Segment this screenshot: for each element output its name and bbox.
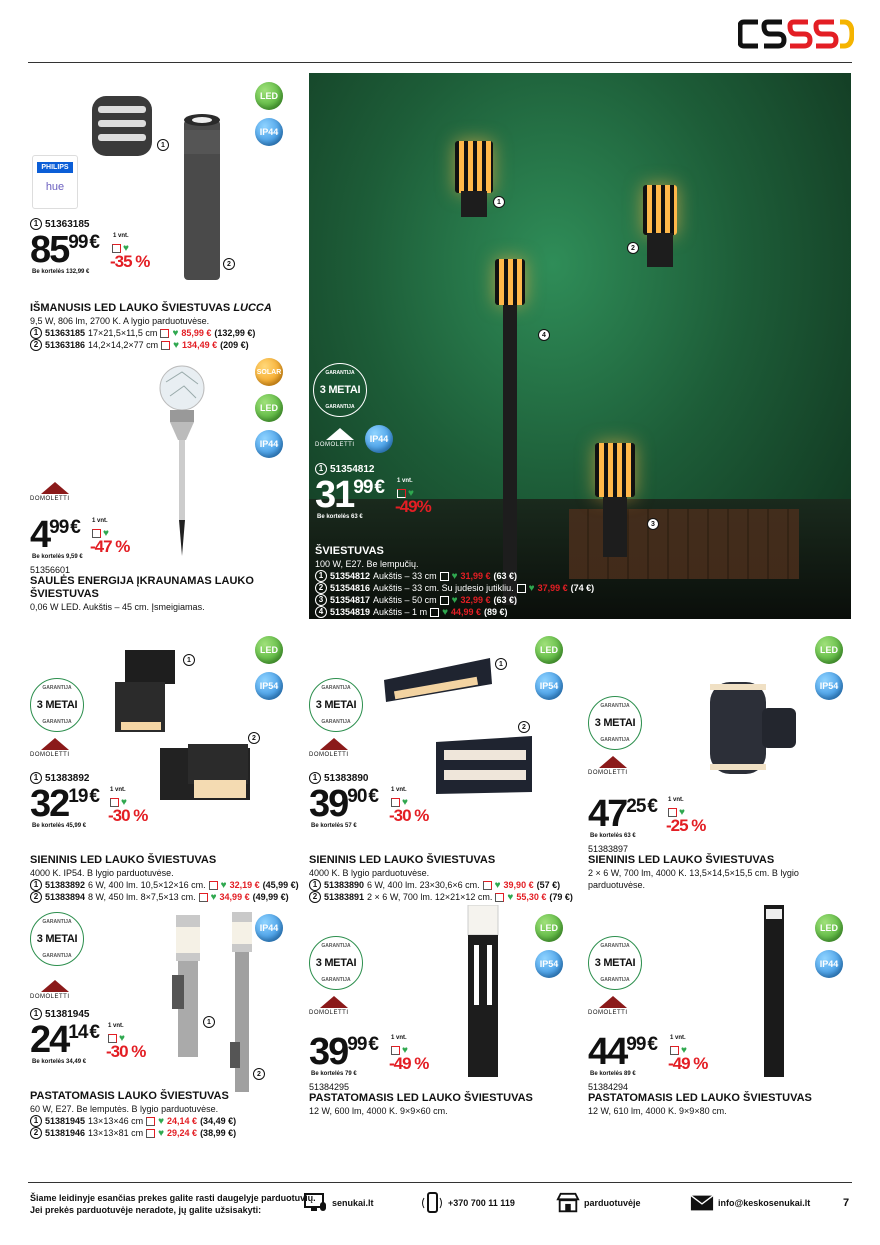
product-title: SIENINIS LED LAUKO ŠVIESTUVAS — [30, 854, 217, 866]
price-without-card: Be kortelės 132,99 € — [32, 269, 90, 275]
card-icon — [146, 1117, 155, 1126]
variant-marker-1: 1 — [493, 196, 505, 208]
price-without-card: Be kortelės 63 € — [590, 833, 636, 839]
variant-marker-1: 1 — [203, 1016, 215, 1028]
domoletti-logo: DOMOLETTI — [315, 428, 365, 454]
product-title: SAULĖS ENERGIJA ĮKRAUNAMAS LAUKO ŠVIESTUVAS — [30, 575, 254, 600]
product-lamps[interactable] — [315, 463, 615, 618]
product-desc: 0,06 W LED. Aukštis – 45 cm. Įsmeigiamas. — [30, 602, 205, 612]
unit-label: 1 vnt. — [92, 518, 108, 524]
page-number: 7 — [843, 1197, 850, 1209]
product-wall-led-2[interactable] — [309, 772, 581, 903]
sku-line: 1 51363185 — [30, 218, 300, 230]
top-divider — [28, 62, 852, 63]
discount: -30 % — [108, 806, 148, 825]
heart-icon: ♥ — [172, 327, 179, 339]
heart-icon: ♥ — [158, 1115, 165, 1127]
sku-code: 51383892 — [45, 772, 90, 784]
product-desc: 12 W, 600 lm, 4000 K. 9×9×60 cm. — [309, 1106, 448, 1116]
variant-row: 2 51381946 13×13×81 cm ♥ 29,24 € (38,99 €) — [30, 1127, 302, 1139]
product-wall-led-1[interactable] — [30, 772, 302, 903]
product-desc: 9,5 W, 806 lm, 2700 K. A lygio parduotuvėse. — [30, 316, 210, 326]
product-code: 51384295 — [309, 1082, 350, 1092]
discount: -49% — [395, 497, 431, 516]
product-image-wall-wedge — [380, 654, 496, 704]
product-image-double-cylinder — [704, 678, 800, 778]
heart-icon: ♥ — [402, 797, 408, 808]
sku-line: 1 51383892 — [30, 772, 302, 784]
footer-note-line: Jei prekės parduotuvėje neradote, jų galite užsisakyti: — [30, 1205, 262, 1215]
product-desc: 12 W, 610 lm, 4000 K. 9×9×80 cm. — [588, 1106, 727, 1116]
lamp-mount — [461, 191, 487, 217]
heart-icon: ♥ — [494, 879, 501, 891]
product-title: SIENINIS LED LAUKO ŠVIESTUVAS — [309, 854, 496, 866]
variant-row: 4 51354819 Aukštis – 1 m ♥ 44,99 € (89 €) — [315, 606, 615, 618]
price-block — [588, 1032, 858, 1080]
product-title: ŠVIESTUVAS — [315, 545, 384, 557]
warranty-badge: GARANTIJA 3 METAI GARANTIJA — [309, 678, 363, 732]
card-icon — [517, 584, 526, 593]
ip-badge: IP54 — [255, 672, 283, 700]
product-lucca[interactable] — [30, 218, 300, 351]
ip-badge: IP54 — [815, 672, 843, 700]
heart-icon: ♥ — [220, 879, 227, 891]
variant-row: 2 51363186 14,2×14,2×77 cm ♥ 134,49 € (209 €) — [30, 339, 300, 351]
price: 2414 € — [30, 1019, 98, 1061]
philips-wordmark: PHILIPS — [37, 162, 73, 173]
variant-row: 1 51383892 6 W, 400 lm. 10,5×12×16 cm. ♥ 32,19 € (45,99 €) — [30, 879, 302, 891]
variant-marker-2: 2 — [253, 1068, 265, 1080]
variant-marker-1: 1 — [183, 654, 195, 666]
variant-row: 2 51354816 Aukštis – 33 cm. Su judesio jutikliu. ♥ 37,99 € (74 €) — [315, 582, 615, 594]
led-badge: LED — [255, 636, 283, 664]
product-standing-lamp-2[interactable] — [309, 1032, 581, 1117]
product-image-cube-lamp — [115, 650, 185, 732]
domoletti-logo: DOMOLETTI — [30, 980, 80, 1006]
footer-web[interactable] — [304, 1192, 374, 1214]
lamp-head — [495, 259, 525, 305]
heart-icon: ♥ — [451, 594, 458, 606]
discount: -47 % — [90, 537, 130, 556]
monitor-mouse-icon — [304, 1192, 328, 1214]
variant-marker-3: 3 — [647, 518, 659, 530]
ip-badge: IP44 — [815, 950, 843, 978]
card-icon — [430, 608, 439, 617]
price-without-card: Be kortelės 57 € — [311, 823, 357, 829]
unit-label: 1 vnt. — [110, 787, 126, 793]
footer-email-link[interactable]: info@keskosenukai.lt — [718, 1198, 811, 1208]
heart-icon: ♥ — [121, 797, 127, 808]
philips-hue-logo — [32, 155, 78, 209]
price-block — [588, 794, 858, 842]
sku-code: 51383890 — [324, 772, 369, 784]
domoletti-logo: DOMOLETTI — [588, 756, 638, 782]
discount: -49 % — [668, 1054, 708, 1073]
discount: -30 % — [106, 1042, 146, 1061]
card-icon — [161, 341, 170, 350]
unit-label: 1 vnt. — [108, 1023, 124, 1029]
sku-code: 51381945 — [45, 1008, 90, 1020]
product-title: SIENINIS LED LAUKO ŠVIESTUVAS — [588, 854, 775, 866]
sku-line: 1 51381945 — [30, 1008, 302, 1020]
discount: -35 % — [110, 252, 150, 271]
price-without-card: Be kortelės 79 € — [311, 1071, 357, 1077]
sku-line: 1 51354812 — [315, 463, 615, 475]
variant-marker-2: 2 — [627, 242, 639, 254]
led-badge: LED — [535, 636, 563, 664]
heart-icon: ♥ — [507, 891, 514, 903]
price-without-card: Be kortelės 63 € — [317, 514, 363, 520]
footer-note-line: Šiame leidinyje esančias prekes galite rasti daugelyje parduotuvių. — [30, 1193, 316, 1203]
heart-icon: ♥ — [528, 582, 535, 594]
ip-badge: IP54 — [535, 950, 563, 978]
heart-icon: ♥ — [679, 807, 685, 818]
led-badge: LED — [535, 914, 563, 942]
variant-row: 1 51381945 13×13×46 cm ♥ 24,14 € (34,49 €) — [30, 1115, 302, 1127]
lamp-head — [643, 185, 677, 235]
heart-icon: ♥ — [119, 1033, 125, 1044]
store-icon — [556, 1192, 580, 1214]
domoletti-logo: DOMOLETTI — [30, 738, 80, 764]
footer-email[interactable] — [690, 1192, 810, 1214]
domoletti-logo: DOMOLETTI — [588, 996, 638, 1022]
led-badge: LED — [815, 914, 843, 942]
ip-badge: IP44 — [365, 425, 393, 453]
logo-graphic — [738, 16, 854, 52]
heart-icon: ♥ — [210, 891, 217, 903]
lamp-mount — [647, 233, 673, 267]
footer-divider — [28, 1182, 852, 1183]
variant-marker-1: 1 — [157, 139, 169, 151]
footer-store[interactable] — [556, 1192, 641, 1214]
unit-label: 1 vnt. — [397, 478, 413, 484]
price: 4499 € — [588, 1031, 656, 1073]
product-title: PASTATOMASIS LAUKO ŠVIESTUVAS — [30, 1090, 229, 1102]
price: 3999 € — [309, 1031, 377, 1073]
led-badge: LED — [255, 394, 283, 422]
domoletti-logo: DOMOLETTI — [30, 482, 80, 508]
product-desc: 4000 K. IP54. B lygio parduotuvėse. — [30, 868, 174, 878]
unit-label: 1 vnt. — [391, 1035, 407, 1041]
price: 4725 € — [588, 793, 656, 835]
heart-icon: ♥ — [402, 1045, 408, 1056]
warranty-badge: GARANTIJA 3 METAI GARANTIJA — [588, 696, 642, 750]
footer-phone[interactable] — [420, 1192, 515, 1214]
variant-marker-2: 2 — [518, 721, 530, 733]
price-block — [30, 230, 300, 278]
footer-store-label[interactable]: parduotuvėje — [584, 1198, 641, 1208]
price-block — [309, 1032, 581, 1080]
warranty-badge: GARANTIJA 3 METAI GARANTIJA — [30, 912, 84, 966]
variant-row: 2 51383894 8 W, 450 lm. 8×7,5×13 cm. ♥ 34,99 € (49,99 €) — [30, 891, 302, 903]
domoletti-logo: DOMOLETTI — [309, 996, 359, 1022]
card-icon — [483, 881, 492, 890]
warranty-badge: GARANTIJA 3 METAI GARANTIJA — [588, 936, 642, 990]
variant-row: 3 51354817 Aukštis – 50 cm ♥ 32,99 € (63 €) — [315, 594, 615, 606]
price-without-card: Be kortelės 89 € — [590, 1071, 636, 1077]
price-without-card: Be kortelės 45,99 € — [32, 823, 87, 829]
hue-wordmark: hue — [45, 181, 65, 193]
heart-icon: ♥ — [681, 1045, 687, 1056]
product-wall-led-3[interactable] — [588, 794, 858, 891]
unit-label: 1 vnt. — [668, 797, 684, 803]
footer-web-link[interactable]: senukai.lt — [332, 1198, 374, 1208]
warranty-badge: GARANTIJA 3 METAI GARANTIJA — [30, 678, 84, 732]
discount: -49 % — [389, 1054, 429, 1073]
phone-icon — [420, 1192, 444, 1214]
card-icon — [495, 893, 504, 902]
price: 8599 € — [30, 229, 98, 271]
sku-code: 51354812 — [330, 463, 375, 475]
price-without-card: Be kortelės 9,59 € — [32, 554, 83, 560]
ip-badge: IP44 — [255, 914, 283, 942]
variant-marker-4: 4 — [538, 329, 550, 341]
product-standing-lamp-1[interactable] — [30, 1008, 302, 1139]
unit-label: 1 vnt. — [391, 787, 407, 793]
price-block — [30, 1020, 302, 1068]
variant-marker-2: 2 — [248, 732, 260, 744]
sku-line: 1 51383890 — [309, 772, 581, 784]
ip-badge: IP54 — [535, 672, 563, 700]
price-without-card: Be kortelės 34,49 € — [32, 1059, 87, 1065]
variant-marker-1: 1 — [495, 658, 507, 670]
card-icon — [146, 1129, 155, 1138]
product-photo-garden-lamps — [309, 73, 851, 619]
brand-logo[interactable] — [738, 16, 854, 52]
heart-icon: ♥ — [451, 570, 458, 582]
price-block — [30, 784, 302, 832]
warranty-badge: GARANTIJA 3 METAI GARANTIJA — [309, 936, 363, 990]
footer-phone-number[interactable]: +370 700 11 119 — [448, 1198, 515, 1208]
product-standing-lamp-3[interactable] — [588, 1032, 858, 1117]
product-title: IŠMANUSIS LED LAUKO ŠVIESTUVAS LUCCA — [30, 302, 272, 314]
led-badge: LED — [255, 82, 283, 110]
variant-marker-2: 2 — [223, 258, 235, 270]
product-title: PASTATOMASIS LED LAUKO ŠVIESTUVAS — [588, 1092, 812, 1104]
mail-icon — [690, 1192, 714, 1214]
card-icon — [440, 572, 449, 581]
heart-icon: ♥ — [442, 606, 449, 618]
warranty-badge: GARANTIJA 3 METAI GARANTIJA — [313, 363, 367, 417]
heart-icon: ♥ — [173, 339, 180, 351]
product-solar-lamp[interactable] — [30, 515, 300, 613]
ip-badge: IP44 — [255, 430, 283, 458]
card-icon — [199, 893, 208, 902]
card-icon — [160, 329, 169, 338]
product-image-wall-lamp — [88, 92, 156, 162]
variant-row: 1 51354812 Aukštis – 33 cm ♥ 31,99 € (63 €) — [315, 570, 615, 582]
lamp-head — [455, 141, 493, 193]
product-code: 51356601 — [30, 565, 71, 575]
ip-badge: IP44 — [255, 118, 283, 146]
heart-icon: ♥ — [408, 488, 414, 499]
product-desc: 100 W, E27. Be lempučių. — [315, 559, 419, 569]
product-desc: 2 × 6 W, 700 lm, 4000 K. 13,5×14,5×15,5 cm. B lygio parduotuvėse. — [588, 868, 799, 890]
solar-badge: SOLAR — [255, 358, 283, 386]
price: 3990 € — [309, 783, 377, 825]
heart-icon: ♥ — [123, 243, 129, 254]
unit-label: 1 vnt. — [113, 233, 129, 239]
variant-row: 1 51363185 17×21,5×11,5 cm ♥ 85,99 € (132,99 €) — [30, 327, 300, 339]
product-desc: 60 W, E27. Be lemputės. B lygio parduotuvėse. — [30, 1104, 219, 1114]
price: 3199 € — [315, 474, 383, 516]
heart-icon: ♥ — [103, 528, 109, 539]
price: 499 € — [30, 514, 79, 556]
price-block — [315, 475, 615, 523]
footer-note — [30, 1192, 316, 1216]
domoletti-logo: DOMOLETTI — [309, 738, 359, 764]
price: 3219 € — [30, 783, 98, 825]
unit-label: 1 vnt. — [670, 1035, 686, 1041]
product-desc: 4000 K. B lygio parduotuvėse. — [309, 868, 430, 878]
discount: -25 % — [666, 816, 706, 835]
sku-code: 51363185 — [45, 218, 90, 230]
price-block — [309, 784, 581, 832]
product-title: PASTATOMASIS LED LAUKO ŠVIESTUVAS — [309, 1092, 533, 1104]
price-block — [30, 515, 300, 563]
heart-icon: ♥ — [158, 1127, 165, 1139]
product-code: 51384294 — [588, 1082, 629, 1092]
variant-row: 1 51383890 6 W, 400 lm. 23×30,6×6 cm. ♥ 39,90 € (57 €) — [309, 879, 581, 891]
discount: -30 % — [389, 806, 429, 825]
variant-row: 2 51383891 2 × 6 W, 700 lm. 12×21×12 cm. ♥ 55,30 € (79 €) — [309, 891, 581, 903]
card-icon — [209, 881, 218, 890]
led-badge: LED — [815, 636, 843, 664]
card-icon — [440, 596, 449, 605]
product-code: 51383897 — [588, 844, 629, 854]
